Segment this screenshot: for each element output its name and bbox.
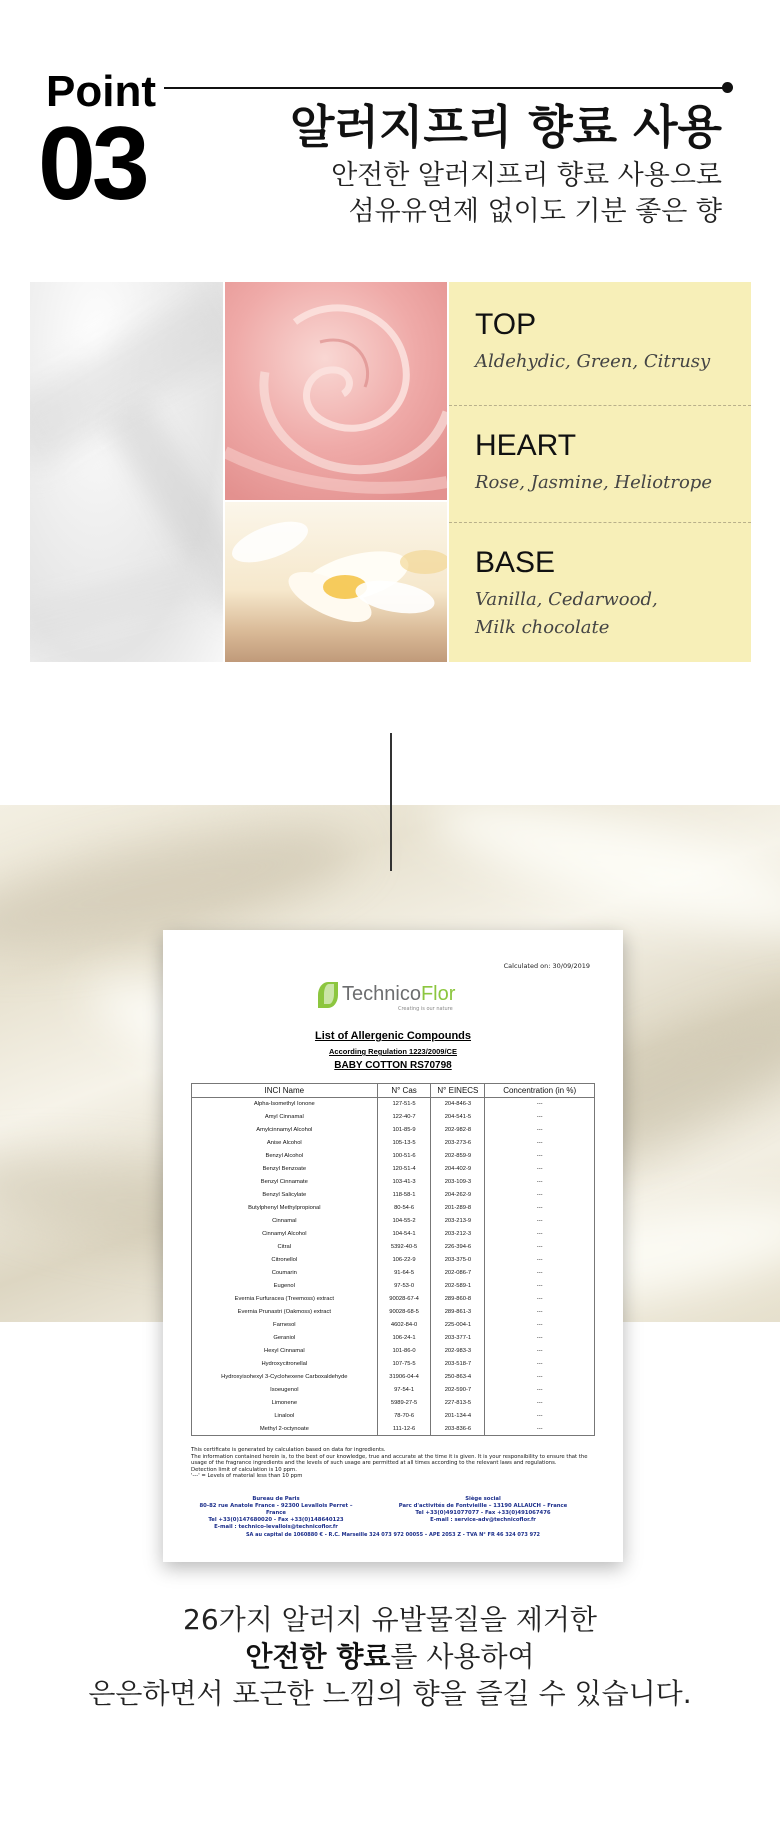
column-header: N° Cas: [377, 1084, 431, 1098]
address-line: Tel +33(0)147680020 - Fax +33(0)148640123: [208, 1516, 344, 1523]
einecs-number-cell: 202-859-9: [431, 1150, 485, 1163]
concentration-cell: ---: [485, 1371, 595, 1384]
allergen-certificate-document: [163, 930, 623, 1562]
concentration-cell: ---: [485, 1241, 595, 1254]
note-description: [475, 586, 658, 642]
table-row: [192, 1397, 595, 1410]
note-description-line: Vanilla, Cedarwood,: [475, 589, 658, 610]
concentration-cell: ---: [485, 1111, 595, 1124]
note-name: TOP: [475, 308, 537, 341]
cas-number-cell: 122-40-7: [377, 1111, 431, 1124]
einecs-number-cell: 203-213-9: [431, 1215, 485, 1228]
inci-name-cell: Citronellol: [192, 1254, 378, 1267]
inci-name-cell: Amylcinnamyl Alcohol: [192, 1124, 378, 1137]
address-line: Bureau de Paris: [252, 1496, 300, 1502]
inci-name-cell: Benzyl Cinnamate: [192, 1176, 378, 1189]
inci-name-cell: Benzyl Benzoate: [192, 1163, 378, 1176]
cas-number-cell: 4602-84-0: [377, 1319, 431, 1332]
cas-number-cell: 90028-67-4: [377, 1293, 431, 1306]
address-line: 80-82 rue Anatole France - 92300 Levallois Perret – France: [199, 1502, 353, 1516]
einecs-number-cell: 226-394-6: [431, 1241, 485, 1254]
cas-number-cell: 118-58-1: [377, 1189, 431, 1202]
table-header-row: [192, 1084, 595, 1098]
einecs-number-cell: 201-134-4: [431, 1410, 485, 1423]
pink-rose-image: [225, 282, 447, 500]
inci-name-cell: Citral: [192, 1241, 378, 1254]
note-description: Aldehydic, Green, Citrusy: [475, 351, 711, 372]
note-divider: [449, 522, 751, 523]
table-row: [192, 1384, 595, 1397]
table-row: [192, 1202, 595, 1215]
certificate-note-line: usage of the fragrance ingredients and the levels of such usage are permitted at all times according to the relevant laws and regulations.: [191, 1460, 557, 1467]
document-product: BABY COTTON RS70798: [334, 1060, 452, 1071]
closing-line-3: 은은하면서 포근한 느낌의 향을 즐길 수 있습니다.: [88, 1677, 692, 1710]
table-row: [192, 1280, 595, 1293]
cas-number-cell: 101-85-9: [377, 1124, 431, 1137]
einecs-number-cell: 203-518-7: [431, 1358, 485, 1371]
table-row: [192, 1228, 595, 1241]
concentration-cell: ---: [485, 1384, 595, 1397]
cas-number-cell: 127-51-5: [377, 1098, 431, 1111]
concentration-cell: ---: [485, 1189, 595, 1202]
einecs-number-cell: 227-813-5: [431, 1397, 485, 1410]
concentration-cell: ---: [485, 1319, 595, 1332]
cas-number-cell: 105-13-5: [377, 1137, 431, 1150]
address-line: E-mail : service-adv@technicoflor.fr: [430, 1516, 536, 1523]
table-row: [192, 1358, 595, 1371]
concentration-cell: ---: [485, 1280, 595, 1293]
table-row: [192, 1163, 595, 1176]
table-row: [192, 1345, 595, 1358]
calculated-date: Calculated on: 30/09/2019: [503, 962, 590, 970]
concentration-cell: ---: [485, 1215, 595, 1228]
inci-name-cell: Methyl 2-octynoate: [192, 1423, 378, 1436]
concentration-cell: ---: [485, 1098, 595, 1111]
address-line: Tel +33(0)491077077 - Fax +33(0)491067476: [415, 1509, 551, 1516]
logo-tagline: Creating is our nature: [398, 1006, 453, 1012]
closing-line-2: [0, 1640, 780, 1674]
cas-number-cell: 104-55-2: [377, 1215, 431, 1228]
column-header: Concentration (in %): [485, 1084, 595, 1098]
cas-number-cell: 5989-27-5: [377, 1397, 431, 1410]
table-row: [192, 1189, 595, 1202]
einecs-number-cell: 202-983-3: [431, 1345, 485, 1358]
closing-line-1: 26가지 알러지 유발물질을 제거한: [183, 1603, 597, 1636]
certificate-note-line: This certificate is generated by calculation based on data for ingredients.: [191, 1447, 386, 1453]
einecs-number-cell: 225-004-1: [431, 1319, 485, 1332]
concentration-cell: ---: [485, 1397, 595, 1410]
cas-number-cell: 107-75-5: [377, 1358, 431, 1371]
concentration-cell: ---: [485, 1423, 595, 1436]
table-row: [192, 1371, 595, 1384]
closing-highlight: 안전한 향료: [245, 1640, 391, 1673]
table-row: [192, 1098, 595, 1111]
einecs-number-cell: 202-590-7: [431, 1384, 485, 1397]
inci-name-cell: Butylphenyl Methylpropional: [192, 1202, 378, 1215]
cas-number-cell: 106-22-9: [377, 1254, 431, 1267]
table-row: [192, 1332, 595, 1345]
einecs-number-cell: 250-863-4: [431, 1371, 485, 1384]
einecs-number-cell: 203-212-3: [431, 1228, 485, 1241]
concentration-cell: ---: [485, 1254, 595, 1267]
table-row: [192, 1137, 595, 1150]
technicoflor-logo: [318, 978, 468, 1014]
inci-name-cell: Alpha-Isomethyl Ionone: [192, 1098, 378, 1111]
inci-name-cell: Hydroxyisohexyl 3-Cyclohexene Carboxaldehyde: [192, 1371, 378, 1384]
header-divider-line: [164, 87, 727, 89]
concentration-cell: ---: [485, 1137, 595, 1150]
concentration-cell: ---: [485, 1358, 595, 1371]
einecs-number-cell: 204-541-5: [431, 1111, 485, 1124]
table-row: [192, 1150, 595, 1163]
inci-name-cell: Anise Alcohol: [192, 1137, 378, 1150]
section-subtitle-line-2: 섬유유연제 없이도 기분 좋은 향: [348, 196, 722, 227]
table-row: [192, 1124, 595, 1137]
cas-number-cell: 91-64-5: [377, 1267, 431, 1280]
table-row: [192, 1254, 595, 1267]
table-row: [192, 1306, 595, 1319]
concentration-cell: ---: [485, 1124, 595, 1137]
inci-name-cell: Benzyl Alcohol: [192, 1150, 378, 1163]
company-registration-footer: SA au capital de 1060880 € - R.C. Marseille 324 073 972 00055 – APE 2053 Z - TVA N° FR 46 324 073 972: [245, 1532, 541, 1538]
certificate-notes: [191, 1447, 601, 1480]
inci-name-cell: Benzyl Salicylate: [192, 1189, 378, 1202]
concentration-cell: ---: [485, 1163, 595, 1176]
certificate-note-line: '---' = Levels of material less than 10 ppm: [191, 1473, 303, 1480]
einecs-number-cell: 204-846-3: [431, 1098, 485, 1111]
note-top: [475, 310, 710, 376]
cas-number-cell: 90028-68-5: [377, 1306, 431, 1319]
concentration-cell: ---: [485, 1176, 595, 1189]
inci-name-cell: Evernia Prunastri (Oakmoss) extract: [192, 1306, 378, 1319]
inci-name-cell: Linalool: [192, 1410, 378, 1423]
cas-number-cell: 97-54-1: [377, 1384, 431, 1397]
table-row: [192, 1319, 595, 1332]
cas-number-cell: 120-51-4: [377, 1163, 431, 1176]
allergen-table: [191, 1083, 595, 1436]
fragrance-notes-panel: [449, 282, 751, 662]
einecs-number-cell: 203-836-6: [431, 1423, 485, 1436]
einecs-number-cell: 289-860-8: [431, 1293, 485, 1306]
note-divider: [449, 405, 751, 406]
cas-number-cell: 106-24-1: [377, 1332, 431, 1345]
cas-number-cell: 103-41-3: [377, 1176, 431, 1189]
einecs-number-cell: 201-289-8: [431, 1202, 485, 1215]
einecs-number-cell: 203-375-0: [431, 1254, 485, 1267]
rose-petals-drawing: [225, 282, 447, 500]
inci-name-cell: Eugenol: [192, 1280, 378, 1293]
concentration-cell: ---: [485, 1202, 595, 1215]
flower-petals-drawing: [225, 502, 447, 662]
section-title: 알러지프리 향료 사용: [290, 100, 722, 154]
document-title: List of Allergenic Compounds: [314, 1030, 472, 1042]
concentration-cell: ---: [485, 1410, 595, 1423]
note-name: BASE: [475, 546, 556, 579]
inci-name-cell: Geraniol: [192, 1332, 378, 1345]
header-divider-dot: [722, 82, 733, 93]
address-line: Parc d'activités de Fontvieille – 13190 ALLAUCH – France: [398, 1502, 568, 1509]
white-fabric-image: [30, 282, 223, 662]
cas-number-cell: 97-53-0: [377, 1280, 431, 1293]
inci-name-cell: Hydroxycitronellal: [192, 1358, 378, 1371]
column-header: N° EINECS: [431, 1084, 485, 1098]
address-head-office: [383, 1496, 583, 1524]
concentration-cell: ---: [485, 1293, 595, 1306]
einecs-number-cell: 203-109-3: [431, 1176, 485, 1189]
cas-number-cell: 31906-04-4: [377, 1371, 431, 1384]
section-subtitle-line-1: 안전한 알러지프리 향료 사용으로: [331, 160, 722, 191]
address-line: Siège social: [465, 1496, 501, 1502]
concentration-cell: ---: [485, 1306, 595, 1319]
inci-name-cell: Coumarin: [192, 1267, 378, 1280]
certificate-note-line: Detection limit of calculation is 10 ppm.: [191, 1466, 297, 1473]
einecs-number-cell: 203-377-1: [431, 1332, 485, 1345]
concentration-cell: ---: [485, 1150, 595, 1163]
note-heart: [475, 431, 712, 497]
einecs-number-cell: 202-086-7: [431, 1267, 485, 1280]
table-row: [192, 1215, 595, 1228]
einecs-number-cell: 202-982-8: [431, 1124, 485, 1137]
cas-number-cell: 111-12-6: [377, 1423, 431, 1436]
cas-number-cell: 101-86-0: [377, 1345, 431, 1358]
certificate-note-line: The information contained herein is, to the best of our knowledge, true and accurate at the time it is given. It is your responsibility to ensure that the: [191, 1453, 588, 1460]
concentration-cell: ---: [485, 1345, 595, 1358]
table-row: [192, 1423, 595, 1436]
table-row: [192, 1176, 595, 1189]
point-number: 03: [38, 106, 146, 222]
cas-number-cell: 104-54-1: [377, 1228, 431, 1241]
note-description-line: Milk chocolate: [475, 616, 610, 638]
column-header: INCI Name: [192, 1084, 378, 1098]
inci-name-cell: Amyl Cinnamal: [192, 1111, 378, 1124]
inci-name-cell: Limonene: [192, 1397, 378, 1410]
point-label: Point: [46, 67, 156, 116]
einecs-number-cell: 202-589-1: [431, 1280, 485, 1293]
inci-name-cell: Cinnamal: [192, 1215, 378, 1228]
cas-number-cell: 78-70-6: [377, 1410, 431, 1423]
cas-number-cell: 100-51-6: [377, 1150, 431, 1163]
address-paris: [191, 1496, 361, 1530]
connector-line: [390, 733, 392, 871]
table-row: [192, 1410, 595, 1423]
address-line: E-mail : technico-levallois@technicoflor.fr: [214, 1523, 338, 1530]
note-description: Rose, Jasmine, Heliotrope: [475, 472, 712, 493]
closing-line-2-rest: 를 사용하여: [390, 1640, 535, 1673]
inci-name-cell: Evernia Furfuracea (Treemoss) extract: [192, 1293, 378, 1306]
einecs-number-cell: 204-402-9: [431, 1163, 485, 1176]
note-base: [475, 548, 658, 642]
table-row: [192, 1241, 595, 1254]
document-regulation: According Regulation 1223/2009/CE: [329, 1047, 457, 1056]
cas-number-cell: 80-54-6: [377, 1202, 431, 1215]
table-row: [192, 1293, 595, 1306]
concentration-cell: ---: [485, 1267, 595, 1280]
table-row: [192, 1111, 595, 1124]
einecs-number-cell: 289-861-3: [431, 1306, 485, 1319]
inci-name-cell: Farnesol: [192, 1319, 378, 1332]
logo-wordmark: TechnicoFlor: [342, 983, 456, 1005]
einecs-number-cell: 203-273-6: [431, 1137, 485, 1150]
cas-number-cell: 5392-40-5: [377, 1241, 431, 1254]
note-name: HEART: [475, 429, 577, 462]
inci-name-cell: Hexyl Cinnamal: [192, 1345, 378, 1358]
frangipani-flower-image: [225, 502, 447, 662]
inci-name-cell: Cinnamyl Alcohol: [192, 1228, 378, 1241]
concentration-cell: ---: [485, 1332, 595, 1345]
concentration-cell: ---: [485, 1228, 595, 1241]
table-row: [192, 1267, 595, 1280]
einecs-number-cell: 204-262-9: [431, 1189, 485, 1202]
inci-name-cell: Isoeugenol: [192, 1384, 378, 1397]
